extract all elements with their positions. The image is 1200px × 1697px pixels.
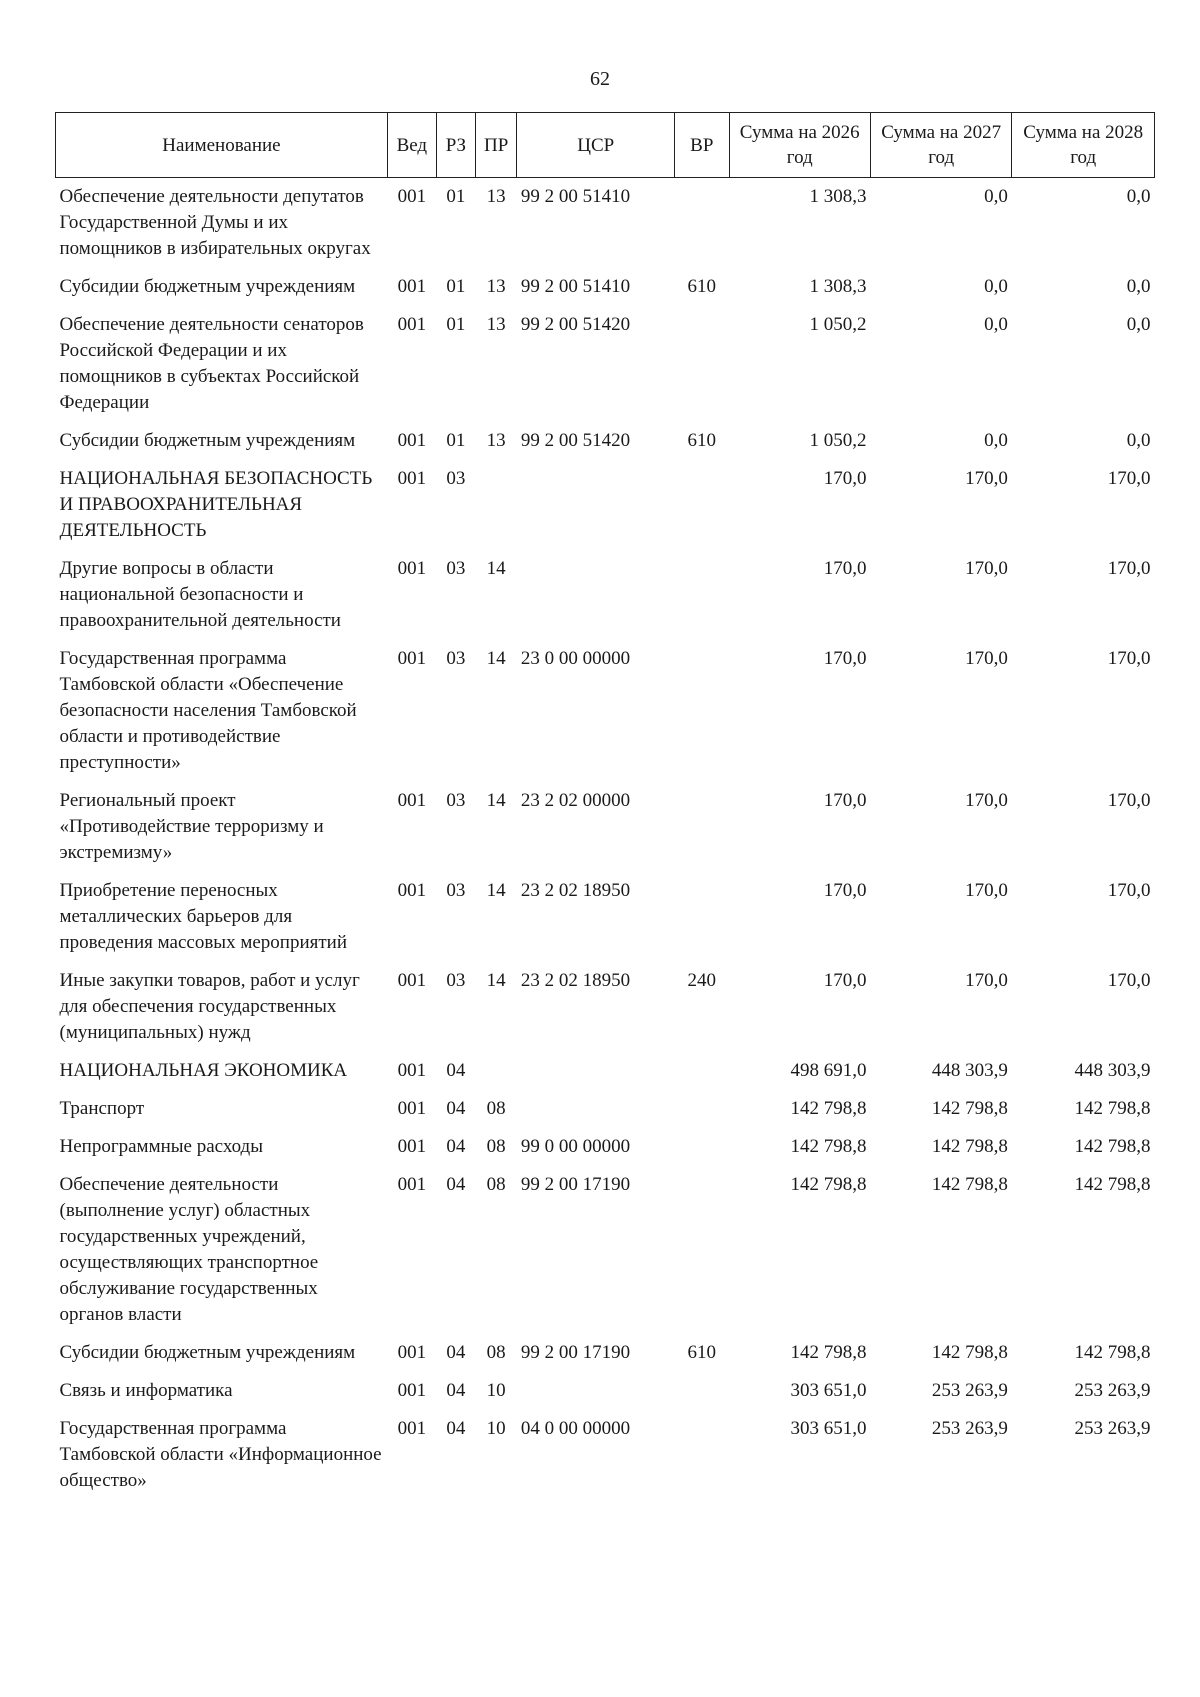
row-sum-2026: 142 798,8 [790,1174,867,1195]
row-ved: 001 [397,648,427,669]
header-rz: РЗ [436,113,475,178]
row-csr [517,1052,675,1090]
row-ved: 001 [397,558,427,579]
row-name: Непрограммные расходы [59,1136,263,1157]
table-row [56,178,1155,269]
row-vr: 610 [687,430,717,451]
row-csr: 23 0 00 00000 [520,648,631,669]
row-rz: 04 [446,1098,466,1119]
row-sum-2028: 448 303,9 [1074,1060,1151,1081]
row-sum-2027: 253 263,9 [931,1418,1008,1439]
row-sum-2027: 253 263,9 [931,1380,1008,1401]
row-pr: 08 [486,1136,506,1157]
row-ved: 001 [397,1418,427,1439]
table-row [56,962,1155,1052]
row-rz: 03 [446,558,466,579]
row-pr: 10 [486,1380,506,1401]
row-vr [675,872,729,962]
table-row [56,306,1155,422]
row-pr: 14 [486,970,506,991]
row-name: Субсидии бюджетным учреждениям [59,1342,356,1363]
budget-table [55,112,1155,1500]
row-vr [675,460,729,550]
row-sum-2026: 498 691,0 [790,1060,867,1081]
row-sum-2027: 0,0 [984,186,1008,207]
row-rz: 01 [446,430,466,451]
row-pr: 13 [486,430,506,451]
header-pr: ПР [476,113,517,178]
row-rz: 03 [446,648,466,669]
row-sum-2026: 1 308,3 [809,186,867,207]
row-sum-2028: 170,0 [1107,790,1151,811]
row-rz: 04 [446,1380,466,1401]
row-csr: 23 2 02 18950 [520,880,631,901]
row-rz: 03 [446,468,466,489]
row-name: Субсидии бюджетным учреждениям [59,430,356,451]
row-pr: 08 [486,1174,506,1195]
page-number: 62 [590,68,610,90]
row-csr [517,1090,675,1128]
row-sum-2028: 0,0 [1126,186,1151,207]
row-sum-2027: 170,0 [965,880,1008,901]
row-pr: 13 [486,314,506,335]
row-ved: 001 [397,970,427,991]
row-sum-2028: 0,0 [1126,276,1151,297]
row-sum-2026: 303 651,0 [790,1418,867,1439]
row-rz: 03 [446,790,466,811]
row-pr: 14 [486,790,506,811]
row-vr: 610 [687,276,717,297]
row-sum-2026: 142 798,8 [790,1136,867,1157]
header-name: Наименование [56,113,388,178]
row-vr [675,550,729,640]
row-name: Субсидии бюджетным учреждениям [59,276,356,297]
row-rz: 04 [446,1174,466,1195]
row-csr: 04 0 00 00000 [520,1418,631,1439]
row-ved: 001 [397,430,427,451]
row-sum-2028: 170,0 [1107,648,1151,669]
row-ved: 001 [397,1174,427,1195]
row-vr [675,306,729,422]
row-vr [675,1372,729,1410]
row-sum-2028: 170,0 [1107,880,1151,901]
row-csr: 99 2 00 51410 [520,276,631,297]
table-row [56,1334,1155,1372]
row-name: Иные закупки товаров, работ и услуг для обеспечения государственных (муниципальных) нужд [59,970,360,1043]
row-csr: 23 2 02 00000 [520,790,631,811]
row-csr: 99 2 00 51410 [520,186,631,207]
row-sum-2028: 170,0 [1107,970,1151,991]
row-sum-2027: 142 798,8 [931,1136,1008,1157]
row-vr [675,178,729,269]
row-vr [675,1166,729,1334]
header-sum-2026: Сумма на 2026 год [729,113,870,178]
row-sum-2027: 0,0 [984,430,1008,451]
row-ved: 001 [397,880,427,901]
row-sum-2027: 170,0 [965,558,1008,579]
row-sum-2026: 170,0 [823,790,867,811]
row-pr: 14 [486,880,506,901]
table-header [56,113,1155,178]
row-rz: 03 [446,970,466,991]
row-pr: 08 [486,1098,506,1119]
row-sum-2028: 142 798,8 [1074,1136,1151,1157]
row-name: Государственная программа Тамбовской области «Обеспечение безопасности населения Тамбовской области и противодействие преступности» [59,648,357,773]
row-sum-2026: 1 050,2 [809,430,867,451]
row-rz: 04 [446,1136,466,1157]
row-name: Обеспечение деятельности (выполнение услуг) областных государственных учреждений, осуществляющих транспортное обслуживание государственных органов власти [59,1174,319,1325]
header-csr: ЦСР [517,113,675,178]
row-csr [517,460,675,550]
row-vr [675,1090,729,1128]
row-pr [476,460,517,550]
row-sum-2027: 0,0 [984,314,1008,335]
row-sum-2026: 170,0 [823,648,867,669]
table-row [56,422,1155,460]
table-row [56,1128,1155,1166]
row-ved: 001 [397,276,427,297]
row-name: Государственная программа Тамбовской области «Информационное общество» [59,1418,382,1491]
row-sum-2026: 170,0 [823,970,867,991]
row-sum-2026: 303 651,0 [790,1380,867,1401]
row-sum-2028: 170,0 [1107,468,1151,489]
row-sum-2027: 170,0 [965,648,1008,669]
row-sum-2027: 170,0 [965,970,1008,991]
row-vr [675,1052,729,1090]
row-sum-2028: 142 798,8 [1074,1098,1151,1119]
row-name: Связь и информатика [59,1380,233,1401]
row-name: Обеспечение деятельности депутатов Государственной Думы и их помощников в избирательных округах [59,186,371,259]
row-name: Региональный проект «Противодействие терроризму и экстремизму» [59,790,324,863]
row-sum-2027: 142 798,8 [931,1098,1008,1119]
row-csr: 99 0 00 00000 [520,1136,631,1157]
row-sum-2028: 0,0 [1126,314,1151,335]
row-sum-2028: 253 263,9 [1074,1418,1151,1439]
row-pr: 13 [486,186,506,207]
table-row [56,1372,1155,1410]
row-sum-2026: 1 308,3 [809,276,867,297]
row-name: Другие вопросы в области национальной безопасности и правоохранительной деятельности [59,558,341,631]
row-vr [675,1128,729,1166]
row-rz: 03 [446,880,466,901]
row-ved: 001 [397,1136,427,1157]
row-pr: 13 [486,276,506,297]
table-row [56,460,1155,550]
row-sum-2027: 170,0 [965,790,1008,811]
row-sum-2026: 1 050,2 [809,314,867,335]
row-ved: 001 [397,468,427,489]
table-row [56,872,1155,962]
row-sum-2026: 142 798,8 [790,1098,867,1119]
row-ved: 001 [397,314,427,335]
header-ved: Вед [387,113,436,178]
header-vr: ВР [675,113,729,178]
row-sum-2028: 142 798,8 [1074,1174,1151,1195]
row-pr [476,1052,517,1090]
row-sum-2026: 142 798,8 [790,1342,867,1363]
row-vr [675,640,729,782]
table-row [56,1090,1155,1128]
row-csr: 23 2 02 18950 [520,970,631,991]
row-sum-2027: 142 798,8 [931,1174,1008,1195]
table-body [56,178,1155,1501]
table-row [56,550,1155,640]
row-pr: 14 [486,648,506,669]
table-row [56,268,1155,306]
row-name: НАЦИОНАЛЬНАЯ БЕЗОПАСНОСТЬ И ПРАВООХРАНИТЕЛЬНАЯ ДЕЯТЕЛЬНОСТЬ [59,468,373,541]
row-rz: 04 [446,1418,466,1439]
row-pr: 14 [486,558,506,579]
row-pr: 10 [486,1418,506,1439]
row-csr [517,550,675,640]
row-vr [675,782,729,872]
row-ved: 001 [397,790,427,811]
row-sum-2027: 448 303,9 [931,1060,1008,1081]
header-sum-2028: Сумма на 2028 год [1012,113,1155,178]
row-sum-2026: 170,0 [823,468,867,489]
row-name: Обеспечение деятельности сенаторов Российской Федерации и их помощников в субъектах Российской Федерации [59,314,364,413]
row-ved: 001 [397,186,427,207]
row-sum-2028: 142 798,8 [1074,1342,1151,1363]
row-csr: 99 2 00 17190 [520,1174,631,1195]
row-rz: 04 [446,1060,466,1081]
row-vr: 610 [687,1342,717,1363]
row-rz: 01 [446,276,466,297]
row-ved: 001 [397,1342,427,1363]
row-vr [675,1410,729,1500]
row-name: НАЦИОНАЛЬНАЯ ЭКОНОМИКА [59,1060,348,1081]
row-sum-2028: 253 263,9 [1074,1380,1151,1401]
row-csr: 99 2 00 17190 [520,1342,631,1363]
row-sum-2027: 0,0 [984,276,1008,297]
row-rz: 01 [446,314,466,335]
table-row [56,1410,1155,1500]
row-sum-2028: 0,0 [1126,430,1151,451]
row-sum-2026: 170,0 [823,558,867,579]
row-ved: 001 [397,1098,427,1119]
row-csr [517,1372,675,1410]
row-rz: 04 [446,1342,466,1363]
row-pr: 08 [486,1342,506,1363]
row-ved: 001 [397,1380,427,1401]
row-name: Приобретение переносных металлических барьеров для проведения массовых мероприятий [59,880,347,953]
row-sum-2026: 170,0 [823,880,867,901]
table-row [56,782,1155,872]
row-sum-2027: 170,0 [965,468,1008,489]
row-vr: 240 [687,970,717,991]
table-row [56,640,1155,782]
table-row [56,1166,1155,1334]
row-csr: 99 2 00 51420 [520,430,631,451]
header-sum-2027: Сумма на 2027 год [870,113,1011,178]
row-rz: 01 [446,186,466,207]
row-name: Транспорт [59,1098,145,1119]
row-sum-2028: 170,0 [1107,558,1151,579]
row-ved: 001 [397,1060,427,1081]
table-row [56,1052,1155,1090]
row-csr: 99 2 00 51420 [520,314,631,335]
row-sum-2027: 142 798,8 [931,1342,1008,1363]
